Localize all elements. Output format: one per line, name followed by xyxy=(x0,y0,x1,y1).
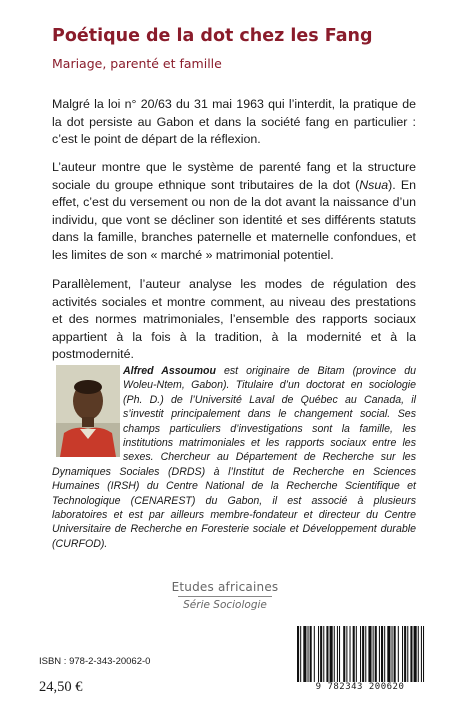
summary-paragraph-2-part-b: ). En effet, c’est du versement ou non de la dot avant la naissance d’un individu, que vont se décliner son identité et ses différents statuts dans la famille, branches paternelle et maternelle confondues, et les limites de son « marché » matrimonial potentiel. xyxy=(52,177,416,262)
barcode-bar xyxy=(379,626,380,682)
barcode-bar xyxy=(402,626,403,682)
barcode-bar xyxy=(356,626,357,682)
barcode-bar xyxy=(297,626,299,682)
barcode-bar xyxy=(373,626,374,682)
barcode-bar xyxy=(423,626,424,682)
barcode-bar xyxy=(381,626,383,682)
barcode-bar xyxy=(384,626,385,682)
barcode-bar xyxy=(346,626,347,682)
barcode-bar xyxy=(394,626,396,682)
barcode-bar xyxy=(404,626,406,682)
book-title: Poétique de la dot chez les Fang xyxy=(52,26,373,46)
price: 24,50 € xyxy=(39,679,83,695)
portrait-space xyxy=(52,364,123,456)
barcode-bar xyxy=(362,626,364,682)
barcode-bar xyxy=(330,626,333,682)
barcode-bar xyxy=(421,626,422,682)
barcode-bar xyxy=(368,626,371,682)
barcode-bar xyxy=(387,626,390,682)
collection-serie: Série Sociologie xyxy=(183,599,267,611)
barcode-bar xyxy=(353,626,355,682)
barcode-icon xyxy=(295,626,425,682)
isbn: ISBN : 978-2-343-20062-0 xyxy=(39,656,151,667)
collection-divider xyxy=(178,596,272,597)
author-name: Alfred Assoumou xyxy=(123,365,216,377)
barcode-bar xyxy=(320,626,322,682)
summary-paragraph-1: Malgré la loi n° 20/63 du 31 mai 1963 qui l’interdit, la pratique de la dot persiste au Gabon et dans la société fang en particulier : c’est le point de départ de la réflexion. xyxy=(52,97,416,147)
collection-name: Etudes africaines xyxy=(171,580,279,594)
author-biography xyxy=(52,364,416,551)
barcode-digits: 9 782343 200620 xyxy=(315,682,405,692)
summary-paragraph-3: Parallèlement, l’auteur analyse les modes de régulation des activités sociales et montre comment, au niveau des prestations et des normes matrimoniales, l’ensemble des rapports sociaux appartient à la fois à la tradition, à la modernité et à la postmodernité. xyxy=(52,277,416,362)
barcode-bar xyxy=(318,626,319,682)
barcode-bar xyxy=(300,626,301,682)
author-biography-text: est originaire de Bitam (province du Woleu-Ntem, Gabon). Titulaire d’un doctorat en sociologie (Ph. D.) de l’Université Laval de Québec au Canada, il s’investit principalement dans le changement social. Ses champs particuliers d’investigations sont la famille, les institutions matrimoniales et les rapports sociaux entre les sexes. Chercheur au Département de Recherche sur les Dynamiques Sociales (DRDS) à l’Institut de Recherche en Sciences Humaines (IRSH) du Centre National de la Recherche Scientifique et Technologique (CENAREST) du Gabon, il est associé à plusieurs laboratoires et est par ailleurs membre-fondateur et directeur du Centre Universitaire de Recherche en Foresterie sociale et Développement durable (CURFOD). xyxy=(52,365,416,550)
summary-paragraph-2 xyxy=(52,159,416,265)
book-subtitle: Mariage, parenté et famille xyxy=(52,56,222,71)
barcode-bar xyxy=(375,626,377,682)
barcode-bar xyxy=(314,626,315,682)
barcode-bar xyxy=(308,626,309,682)
barcode-bar xyxy=(323,626,324,682)
barcode-bar xyxy=(350,626,351,682)
barcode-bar xyxy=(360,626,361,682)
barcode-bar xyxy=(407,626,408,682)
barcode-bar xyxy=(398,626,399,682)
barcode-bar xyxy=(410,626,412,682)
barcode-bar xyxy=(337,626,338,682)
barcode-bar xyxy=(414,626,417,682)
barcode-bar xyxy=(310,626,312,682)
barcode-bar xyxy=(326,626,328,682)
barcode-bar xyxy=(303,626,306,682)
barcode-bar xyxy=(392,626,393,682)
barcode-bar xyxy=(334,626,335,682)
barcode-bar xyxy=(365,626,366,682)
barcode-bar xyxy=(418,626,419,682)
barcode-bar xyxy=(339,626,340,682)
summary-paragraph-2-part-a: L’auteur montre que le système de parenté fang et la structure sociale du groupe ethnique sont tributaires de la dot ( xyxy=(52,160,416,192)
nsua-term: Nsua xyxy=(359,177,389,192)
barcode-bar xyxy=(343,626,345,682)
